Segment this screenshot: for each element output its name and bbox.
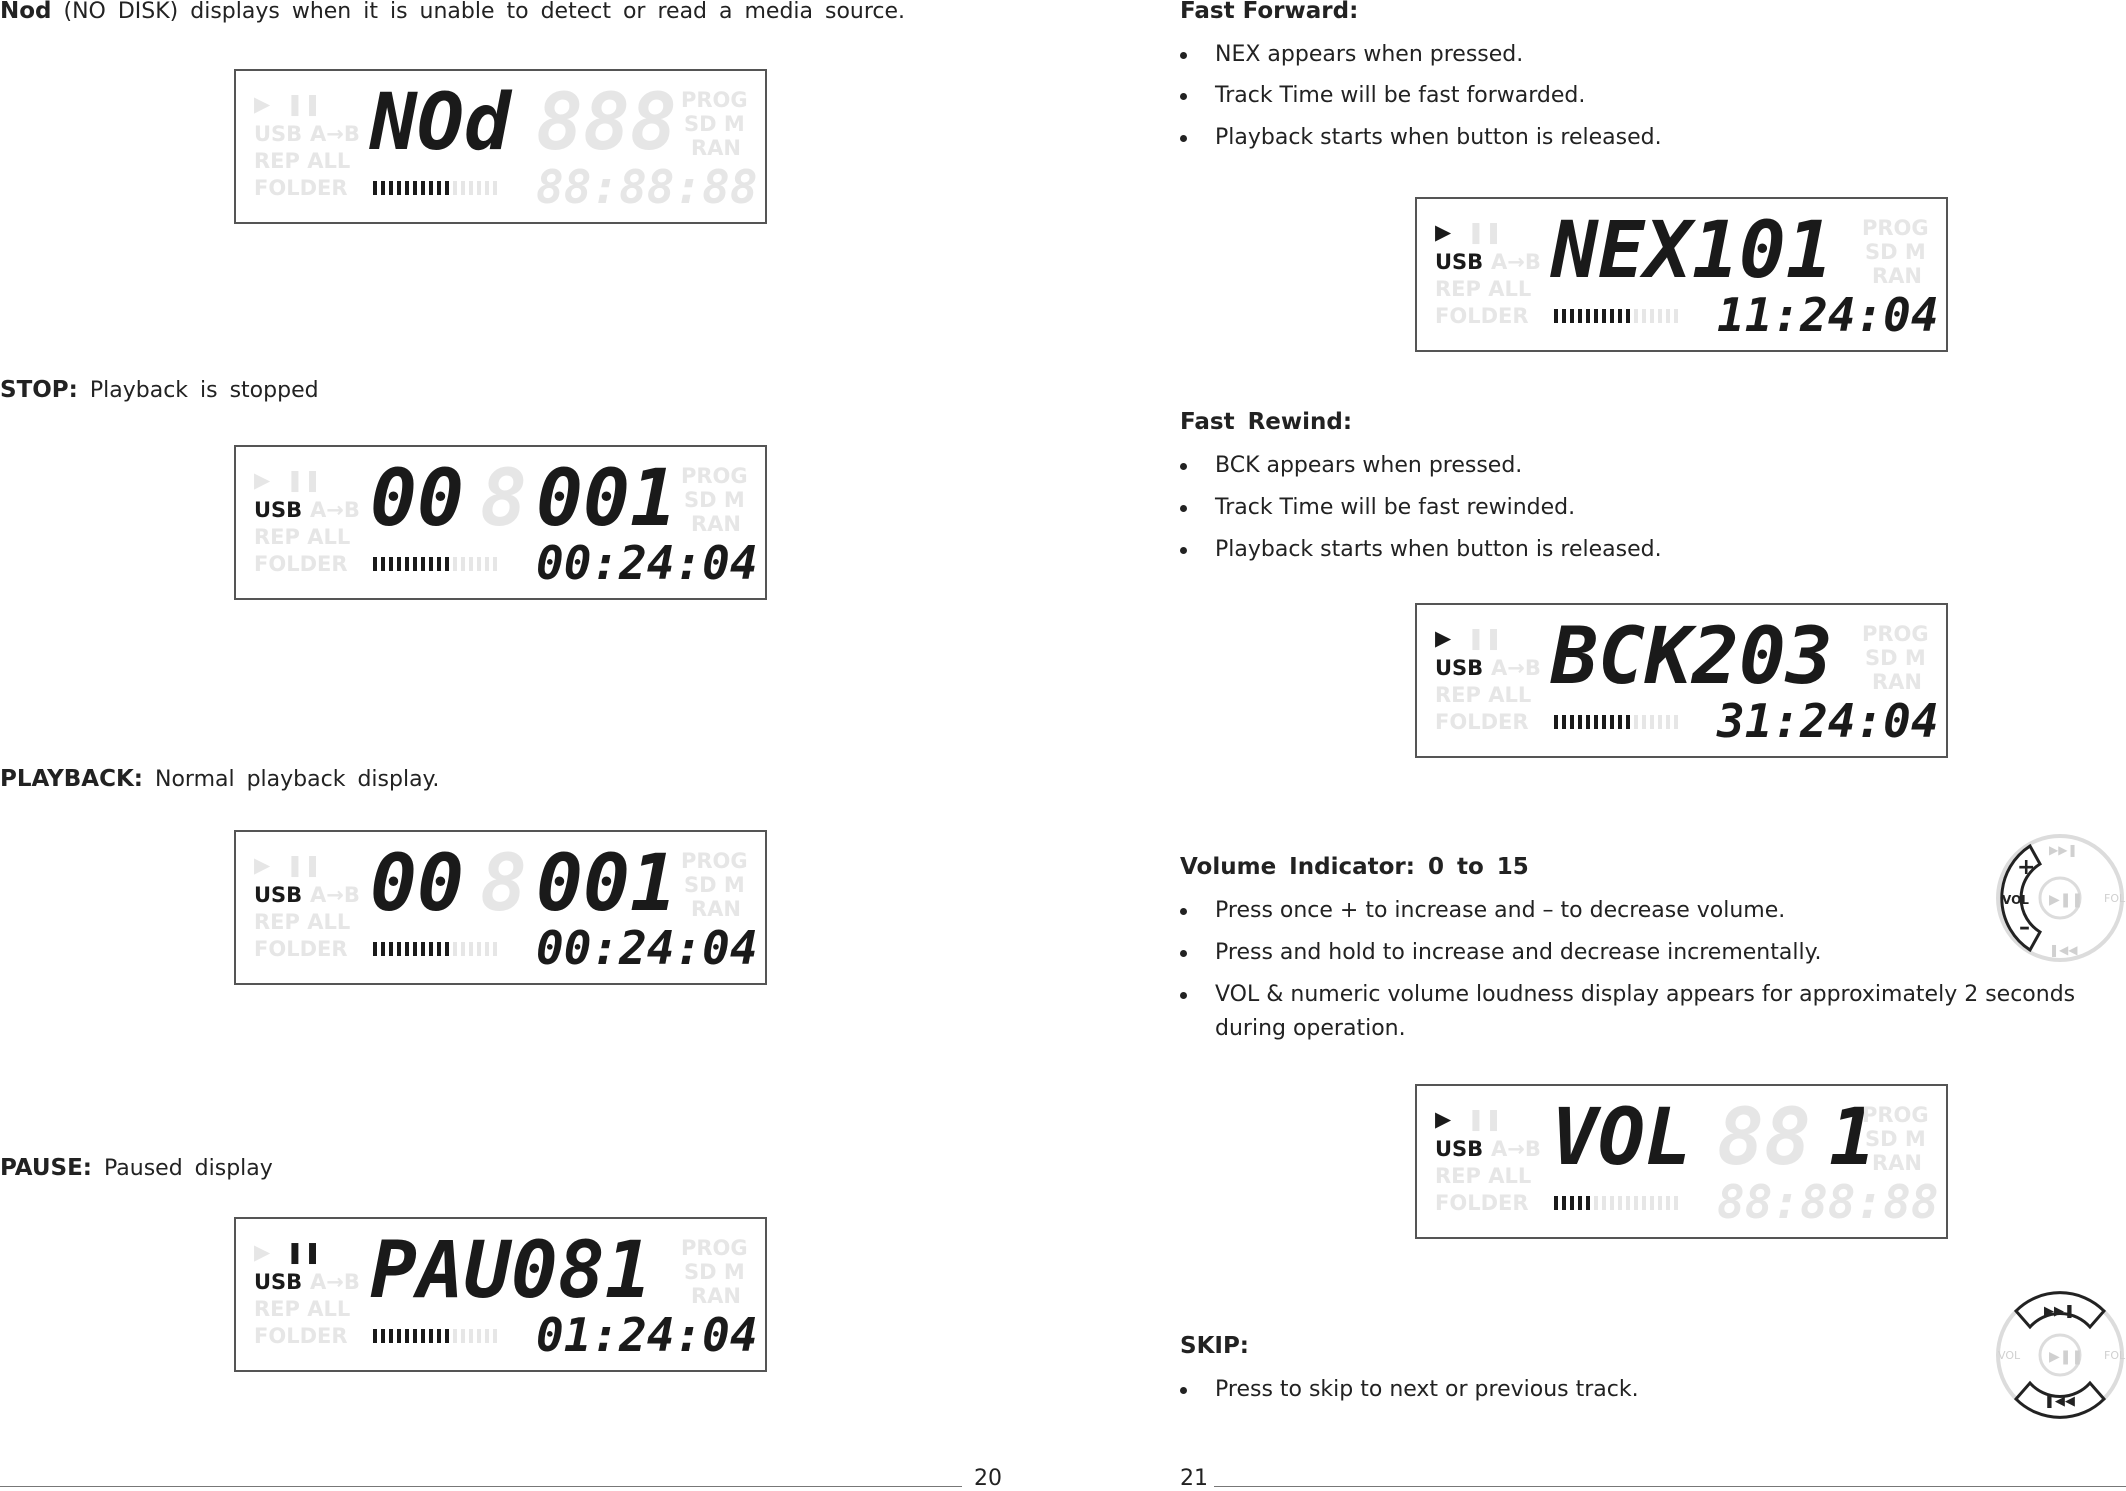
sd-m-indicator: SD M (684, 488, 745, 512)
bullet-icon (1180, 547, 1187, 554)
usb-indicator: USB (1435, 1137, 1484, 1161)
pause-indicator: ❚❚ (1467, 220, 1503, 244)
lcd-clock: 88:88:88 (1717, 1175, 1939, 1229)
bullet-icon (1180, 505, 1187, 512)
level-meter (1554, 1196, 1678, 1210)
rep-all-indicator: REP ALL (254, 910, 351, 934)
bullet-icon (1180, 992, 1187, 999)
folder-indicator: FOLDER (1435, 710, 1529, 734)
lcd-display-stop (234, 445, 767, 600)
prog-indicator: PROG (681, 849, 748, 873)
lcd-code: 00 (370, 454, 464, 544)
lcd-code-ghost: 88 (1717, 1093, 1811, 1183)
level-meter (373, 181, 497, 195)
prog-indicator: PROG (1862, 216, 1929, 240)
lcd-code: PAU081 (370, 1226, 652, 1316)
ran-indicator: RAN (691, 1284, 741, 1308)
lcd-code-ghost: 8 (480, 839, 527, 929)
usb-indicator: USB (254, 1270, 303, 1294)
level-meter (373, 1329, 497, 1343)
nod-description (0, 0, 905, 23)
bullet-text: Press to skip to next or previous track. (1215, 1377, 1639, 1402)
sd-m-indicator: SD M (684, 1260, 745, 1284)
ab-indicator: A→B (310, 883, 360, 907)
prog-indicator: PROG (1862, 622, 1929, 646)
lcd-clock: 31:24:04 (1717, 694, 1939, 748)
rep-all-indicator: REP ALL (254, 149, 351, 173)
svg-text:VOL: VOL (2002, 893, 2029, 907)
pause-indicator: ❚❚ (286, 1240, 322, 1264)
skip-heading: SKIP: (1180, 1333, 1249, 1359)
stop-label: STOP: (0, 377, 78, 403)
pause-indicator: ❚❚ (1467, 1107, 1503, 1131)
ran-indicator: RAN (1872, 670, 1922, 694)
ab-indicator: A→B (310, 498, 360, 522)
pause-indicator: ❚❚ (286, 92, 322, 116)
folder-indicator: FOLDER (254, 937, 348, 961)
lcd-code: VOL (1551, 1093, 1692, 1183)
level-meter (373, 557, 497, 571)
folder-indicator: FOLDER (254, 552, 348, 576)
ran-indicator: RAN (691, 897, 741, 921)
rep-all-indicator: REP ALL (254, 525, 351, 549)
right-footer-rule (1214, 1486, 2126, 1487)
play-indicator: ▶ (254, 853, 271, 877)
remote-volume-icon (1994, 832, 2126, 964)
remote-skip-icon (1994, 1289, 2126, 1421)
svg-text:▶❚❚: ▶❚❚ (2049, 892, 2084, 908)
prog-indicator: PROG (681, 464, 748, 488)
lcd-svg (1417, 199, 1946, 350)
ran-indicator: RAN (691, 136, 741, 160)
usb-indicator: USB (254, 883, 303, 907)
ab-indicator: A→B (310, 1270, 360, 1294)
level-meter (1554, 309, 1678, 323)
lcd-right-indicators (681, 88, 748, 160)
usb-indicator: USB (1435, 656, 1484, 680)
play-indicator: ▶ (254, 1240, 271, 1264)
prog-indicator: PROG (681, 88, 748, 112)
play-indicator: ▶ (254, 468, 271, 492)
bullet-text: NEX appears when pressed. (1215, 42, 1524, 67)
fast-forward-heading: Fast Forward: (1180, 0, 1359, 24)
play-indicator: ▶ (1435, 626, 1452, 650)
pause-indicator: ❚❚ (1467, 626, 1503, 650)
lcd-code-ghost: 8 (480, 454, 527, 544)
lcd-left-indicators (254, 92, 360, 200)
folder-indicator: FOLDER (1435, 1191, 1529, 1215)
left-footer-rule (0, 1486, 962, 1487)
lcd-svg (236, 447, 765, 598)
fast-rewind-heading: Fast Rewind: (1180, 409, 1353, 435)
sd-m-indicator: SD M (1865, 646, 1926, 670)
folder-indicator: FOLDER (254, 1324, 348, 1348)
play-indicator: ▶ (1435, 1107, 1452, 1131)
bullet-text: Playback starts when button is released. (1215, 125, 1662, 150)
ran-indicator: RAN (691, 512, 741, 536)
sd-m-indicator: SD M (1865, 240, 1926, 264)
svg-text:+: + (2017, 855, 2036, 880)
playback-text: Normal playback display. (155, 767, 440, 792)
lcd-svg (236, 1219, 765, 1370)
bullet-text: Track Time will be fast rewinded. (1215, 495, 1576, 520)
stop-text: Playback is stopped (89, 378, 319, 403)
play-indicator: ▶ (254, 92, 271, 116)
bullet-icon (1180, 908, 1187, 915)
bullet-icon (1180, 135, 1187, 142)
pause-text: Paused display (104, 1156, 273, 1181)
lcd-display-fast-rewind (1415, 603, 1948, 758)
ran-indicator: RAN (1872, 264, 1922, 288)
folder-indicator: FOLDER (1435, 304, 1529, 328)
svg-text:▶▶❚: ▶▶❚ (2044, 1304, 2075, 1319)
pause-label: PAUSE: (0, 1155, 92, 1181)
lcd-clock: 00:24:04 (536, 536, 758, 590)
lcd-code-ghost: 888 (536, 78, 677, 168)
level-meter (1554, 715, 1678, 729)
bullet-icon (1180, 463, 1187, 470)
lcd-clock: 00:24:04 (536, 921, 758, 975)
svg-text:VOL: VOL (1998, 1349, 2021, 1362)
play-indicator: ▶ (1435, 220, 1452, 244)
lcd-display-volume (1415, 1084, 1948, 1239)
lcd-display-playback (234, 830, 767, 985)
left-page-number: 20 (974, 1466, 1002, 1491)
lcd-display-pause (234, 1217, 767, 1372)
lcd-svg (1417, 1086, 1946, 1237)
lcd-svg (236, 71, 765, 222)
bullet-icon (1180, 1387, 1187, 1394)
lcd-code: NEX101 (1551, 206, 1833, 296)
prog-indicator: PROG (681, 1236, 748, 1260)
right-page-number: 21 (1180, 1466, 1208, 1491)
lcd-svg (1417, 605, 1946, 756)
bullet-icon (1180, 93, 1187, 100)
ab-indicator: A→B (1491, 1137, 1541, 1161)
usb-indicator: USB (254, 122, 303, 146)
lcd-code-track: 001 (536, 839, 677, 929)
lcd-display-nod (234, 69, 767, 224)
bullet-text: Playback starts when button is released. (1215, 537, 1662, 562)
volume-heading: Volume Indicator: 0 to 15 (1180, 854, 1529, 880)
pause-indicator: ❚❚ (286, 468, 322, 492)
nod-label: Nod (0, 0, 52, 24)
svg-text:▶▶❚: ▶▶❚ (2049, 843, 2078, 857)
bullet-text: Press once + to increase and – to decrease volume. (1215, 898, 1786, 923)
lcd-svg (236, 832, 765, 983)
bullet-icon (1180, 52, 1187, 59)
ab-indicator: A→B (1491, 250, 1541, 274)
prog-indicator: PROG (1862, 1103, 1929, 1127)
usb-indicator: USB (1435, 250, 1484, 274)
sd-m-indicator: SD M (684, 112, 745, 136)
rep-all-indicator: REP ALL (1435, 277, 1532, 301)
ab-indicator: A→B (310, 122, 360, 146)
stop-description (0, 379, 319, 402)
lcd-code: 00 (370, 839, 464, 929)
folder-indicator: FOLDER (254, 176, 348, 200)
lcd-code-level: 1 (1829, 1093, 1876, 1183)
rep-all-indicator: REP ALL (1435, 1164, 1532, 1188)
ab-indicator: A→B (1491, 656, 1541, 680)
bullet-text: VOL & numeric volume loudness display appears for approximately 2 seconds during operation. (1215, 982, 2076, 1042)
bullet-text: BCK appears when pressed. (1215, 453, 1523, 478)
svg-text:–: – (2019, 915, 2030, 940)
lcd-display-fast-forward (1415, 197, 1948, 352)
bullet-icon (1180, 950, 1187, 957)
bullet-text: Track Time will be fast forwarded. (1215, 83, 1586, 108)
lcd-code: NOd (370, 78, 511, 168)
rep-all-indicator: REP ALL (1435, 683, 1532, 707)
playback-description (0, 768, 439, 791)
lcd-code: BCK203 (1551, 612, 1833, 702)
ran-indicator: RAN (1872, 1151, 1922, 1175)
level-meter (373, 942, 497, 956)
nod-text: (NO DISK) displays when it is unable to detect or read a media source. (63, 0, 906, 24)
pause-indicator: ❚❚ (286, 853, 322, 877)
lcd-clock: 01:24:04 (536, 1308, 758, 1362)
svg-text:❚◀◀: ❚◀◀ (2049, 943, 2078, 957)
svg-text:FOL: FOL (2104, 892, 2126, 905)
rep-all-indicator: REP ALL (254, 1297, 351, 1321)
playback-label: PLAYBACK: (0, 766, 143, 792)
bullet-text: Press and hold to increase and decrease incrementally. (1215, 940, 1822, 965)
lcd-clock: 11:24:04 (1717, 288, 1939, 342)
sd-m-indicator: SD M (1865, 1127, 1926, 1151)
svg-text:▶❚❚: ▶❚❚ (2049, 1349, 2084, 1365)
lcd-clock: 88:88:88 (536, 160, 758, 214)
svg-text:❚◀◀: ❚◀◀ (2044, 1394, 2075, 1409)
svg-text:FOL: FOL (2104, 1349, 2126, 1362)
sd-m-indicator: SD M (684, 873, 745, 897)
usb-indicator: USB (254, 498, 303, 522)
pause-description (0, 1157, 273, 1180)
lcd-code-track: 001 (536, 454, 677, 544)
